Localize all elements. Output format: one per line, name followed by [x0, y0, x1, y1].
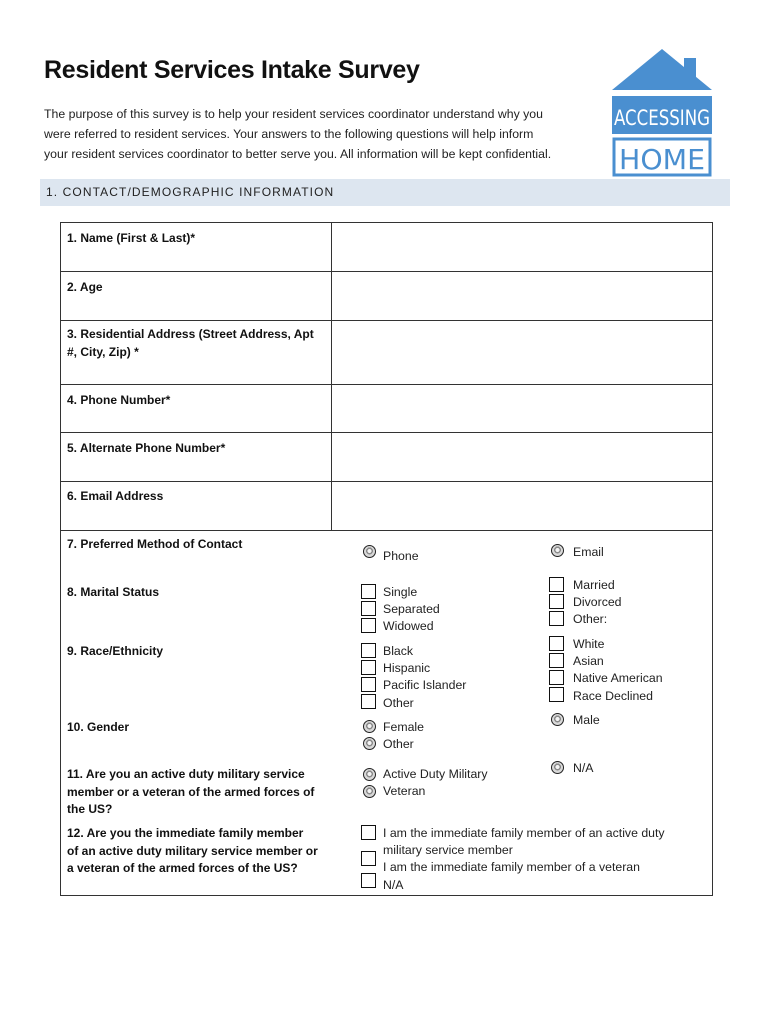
checkbox-family-veteran[interactable] [361, 851, 376, 866]
checkbox-native-american[interactable] [549, 670, 564, 685]
email-field[interactable] [332, 482, 712, 530]
checkbox-asian[interactable] [549, 653, 564, 668]
option-single: Single [383, 585, 418, 599]
radio-male[interactable] [551, 713, 564, 726]
marital-options-left [383, 584, 440, 636]
question-race: 9. Race/Ethnicity [67, 644, 164, 658]
option-phone: Phone [383, 549, 419, 563]
option-separated: Separated [383, 602, 440, 617]
option-asian: Asian [573, 654, 604, 669]
question-address [67, 326, 314, 361]
military-options-left [383, 766, 488, 800]
radio-phone[interactable] [363, 545, 376, 558]
option-pacific-islander: Pacific Islander [383, 678, 467, 693]
intro-line: were referred to resident services. Your answers to the following questions will help inform [44, 127, 534, 141]
question-phone: 4. Phone Number* [67, 393, 171, 407]
radio-na-military[interactable] [551, 761, 564, 774]
family-options [383, 825, 665, 894]
checkbox-hispanic[interactable] [361, 660, 376, 675]
row-divider [61, 530, 712, 531]
question-line: member or a veteran of the armed forces of [67, 784, 315, 799]
option-family-na: N/A [383, 877, 404, 892]
option-family-active-duty: I am the immediate family member of an active duty [383, 826, 665, 840]
question-contact-method: 7. Preferred Method of Contact [67, 537, 243, 551]
option-married: Married [573, 578, 615, 592]
checkbox-white[interactable] [549, 636, 564, 651]
option-na-military: N/A [573, 761, 594, 775]
checkbox-married[interactable] [549, 577, 564, 592]
option-male: Male [573, 713, 600, 727]
option-veteran: Veteran [383, 784, 426, 799]
question-family-member [67, 825, 318, 878]
question-alternate-phone: 5. Alternate Phone Number* [67, 441, 226, 455]
alternate-phone-field[interactable] [332, 433, 712, 481]
page-title: Resident Services Intake Survey [44, 56, 420, 84]
option-native-american: Native American [573, 671, 663, 686]
phone-field[interactable] [332, 385, 712, 432]
option-other-race: Other [383, 695, 414, 710]
option-female: Female [383, 720, 425, 734]
checkbox-divorced[interactable] [549, 594, 564, 609]
option-email: Email [573, 545, 604, 559]
intake-form-table [60, 222, 713, 896]
question-line: 12. Are you the immediate family member [67, 826, 304, 840]
question-marital-status: 8. Marital Status [67, 585, 160, 599]
checkbox-family-active-duty[interactable] [361, 825, 376, 840]
checkbox-widowed[interactable] [361, 618, 376, 633]
intro-paragraph [44, 104, 604, 164]
option-race-declined: Race Declined [573, 688, 653, 703]
section-title: 1. CONTACT/DEMOGRAPHIC INFORMATION [46, 185, 335, 199]
question-line: a veteran of the armed forces of the US? [67, 861, 298, 875]
question-gender: 10. Gender [67, 720, 130, 734]
checkbox-other-race[interactable] [361, 694, 376, 709]
option-active-duty: Active Duty Military [383, 767, 488, 781]
checkbox-single[interactable] [361, 584, 376, 599]
option-divorced: Divorced [573, 595, 622, 610]
option-other-gender: Other [383, 737, 414, 752]
logo-word-accessing: ACCESSING [614, 106, 710, 130]
option-black: Black [383, 644, 414, 658]
radio-female[interactable] [363, 720, 376, 733]
accessing-home-logo [610, 46, 714, 178]
question-line: 3. Residential Address (Street Address, Apt [67, 327, 314, 341]
radio-veteran[interactable] [363, 785, 376, 798]
checkbox-separated[interactable] [361, 601, 376, 616]
radio-other-gender[interactable] [363, 737, 376, 750]
checkbox-family-na[interactable] [361, 873, 376, 888]
option-widowed: Widowed [383, 619, 434, 634]
question-age: 2. Age [67, 280, 103, 294]
option-family-active-duty-cont: military service member [383, 843, 513, 858]
checkbox-pacific-islander[interactable] [361, 677, 376, 692]
house-roof-icon [612, 49, 712, 90]
chimney-icon [684, 58, 696, 78]
checkbox-other-marital[interactable] [549, 611, 564, 626]
gender-options-left [383, 719, 424, 753]
race-options-right [573, 636, 663, 705]
section-header [40, 179, 730, 206]
question-line: 11. Are you an active duty military service [67, 767, 305, 781]
age-field[interactable] [332, 272, 712, 320]
checkbox-black[interactable] [361, 643, 376, 658]
option-family-veteran: I am the immediate family member of a veteran [383, 860, 640, 875]
question-line: of an active duty military service member or [67, 843, 318, 858]
question-line: the US? [67, 802, 113, 816]
question-name: 1. Name (First & Last)* [67, 231, 196, 245]
name-field[interactable] [332, 223, 712, 271]
option-white: White [573, 637, 605, 651]
question-line: #, City, Zip) * [67, 344, 139, 359]
address-field[interactable] [332, 321, 712, 384]
radio-active-duty[interactable] [363, 768, 376, 781]
option-hispanic: Hispanic [383, 661, 431, 676]
question-email: 6. Email Address [67, 489, 164, 503]
logo-word-home: HOME [619, 143, 705, 176]
intro-line: your resident services coordinator to better serve you. All information will be kept confidential. [44, 147, 552, 161]
checkbox-race-declined[interactable] [549, 687, 564, 702]
radio-email[interactable] [551, 544, 564, 557]
option-other: Other: [573, 612, 608, 627]
question-military [67, 766, 314, 819]
intro-line: The purpose of this survey is to help your resident services coordinator understand why you [44, 107, 543, 121]
race-options-left [383, 643, 466, 712]
marital-options-right [573, 577, 622, 629]
